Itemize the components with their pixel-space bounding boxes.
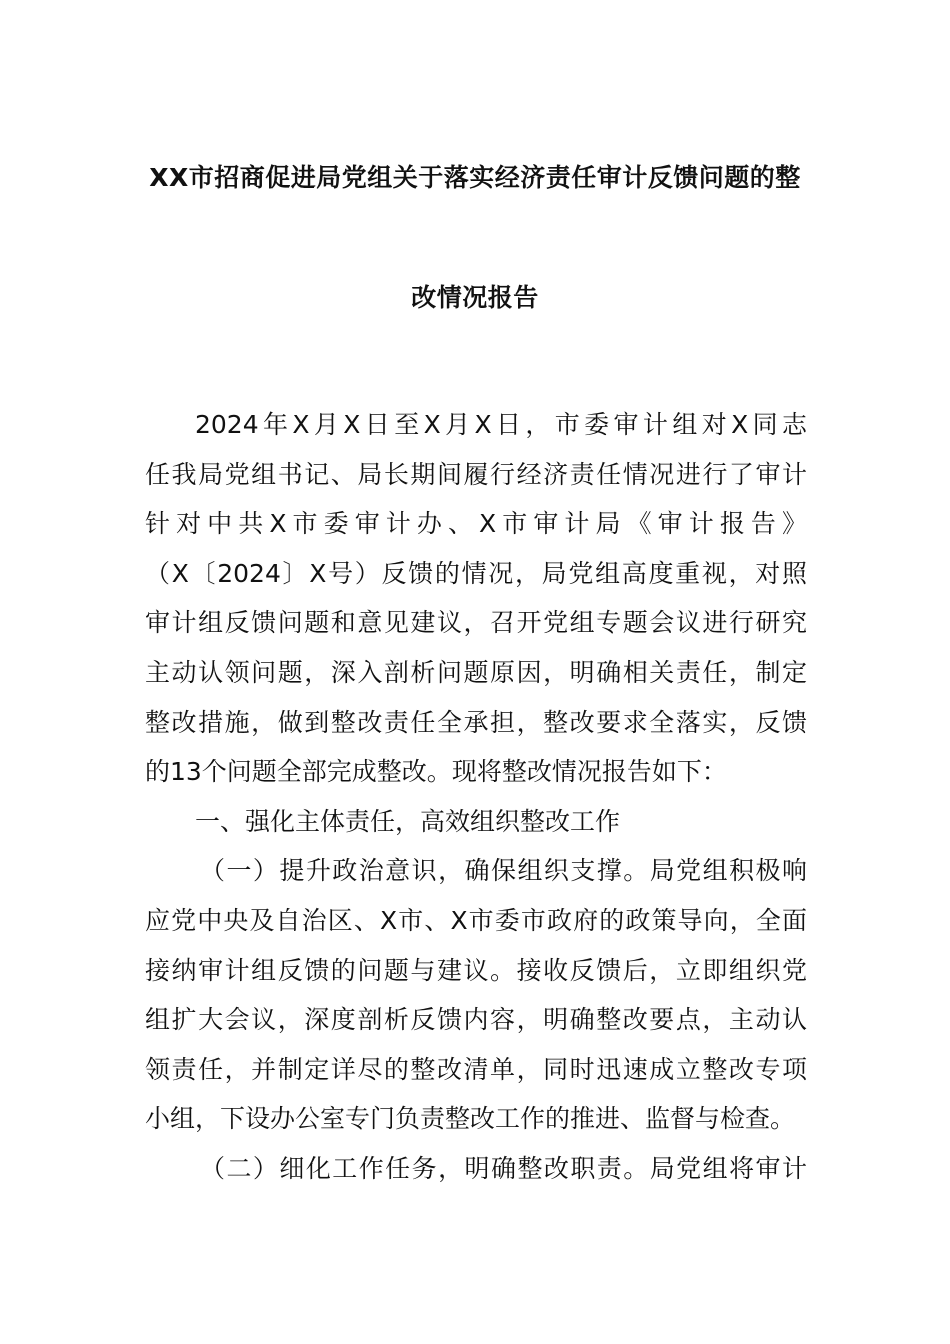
document-title-line-1: XX市招商促进局党组关于落实经济责任审计反馈问题的整 bbox=[149, 163, 801, 192]
paragraph-1-line: 任我局党组书记、局长期间履行经济责任情况进行了审计 bbox=[145, 459, 807, 489]
paragraph-2-line: （一）提升政治意识，确保组织支撑。局党组积极响 bbox=[200, 856, 807, 886]
paragraph-1-line: 审计组反馈问题和意见建议，召开党组专题会议进行研究 bbox=[145, 608, 807, 638]
paragraph-1-line: 针对中共X市委审计办、X市审计局《审计报告》 bbox=[145, 509, 807, 539]
paragraph-1-line: 2024年X月X日至X月X日，市委审计组对X同志 bbox=[195, 410, 807, 439]
paragraph-2-line: 应党中央及自治区、X市、X市委市政府的政策导向，全面 bbox=[145, 905, 807, 935]
section-heading-1: 一、强化主体责任，高效组织整改工作 bbox=[195, 806, 621, 836]
paragraph-1-line: （X〔2024〕X号）反馈的情况，局党组高度重视，对照 bbox=[145, 558, 807, 588]
paragraph-2-line: 领责任，并制定详尽的整改清单，同时迅速成立整改专项 bbox=[145, 1054, 807, 1084]
paragraph-1-line: 的13个问题全部完成整改。现将整改情况报告如下： bbox=[145, 757, 727, 787]
document-body bbox=[145, 400, 807, 1194]
document-title-line-2: 改情况报告 bbox=[411, 283, 539, 312]
paragraph-2-line: 组扩大会议，深度剖析反馈内容，明确整改要点，主动认 bbox=[145, 1005, 807, 1035]
paragraph-2-line: 小组，下设办公室专门负责整改工作的推进、监督与检查。 bbox=[145, 1104, 796, 1134]
paragraph-2-line: 接纳审计组反馈的问题与建议。接收反馈后，立即组织党 bbox=[145, 955, 807, 985]
paragraph-1-line: 整改措施，做到整改责任全承担，整改要求全落实，反馈 bbox=[145, 707, 807, 737]
paragraph-3-line: （二）细化工作任务，明确整改职责。局党组将审计 bbox=[200, 1153, 807, 1183]
paragraph-1-line: 主动认领问题，深入剖析问题原因，明确相关责任，制定 bbox=[145, 657, 807, 687]
